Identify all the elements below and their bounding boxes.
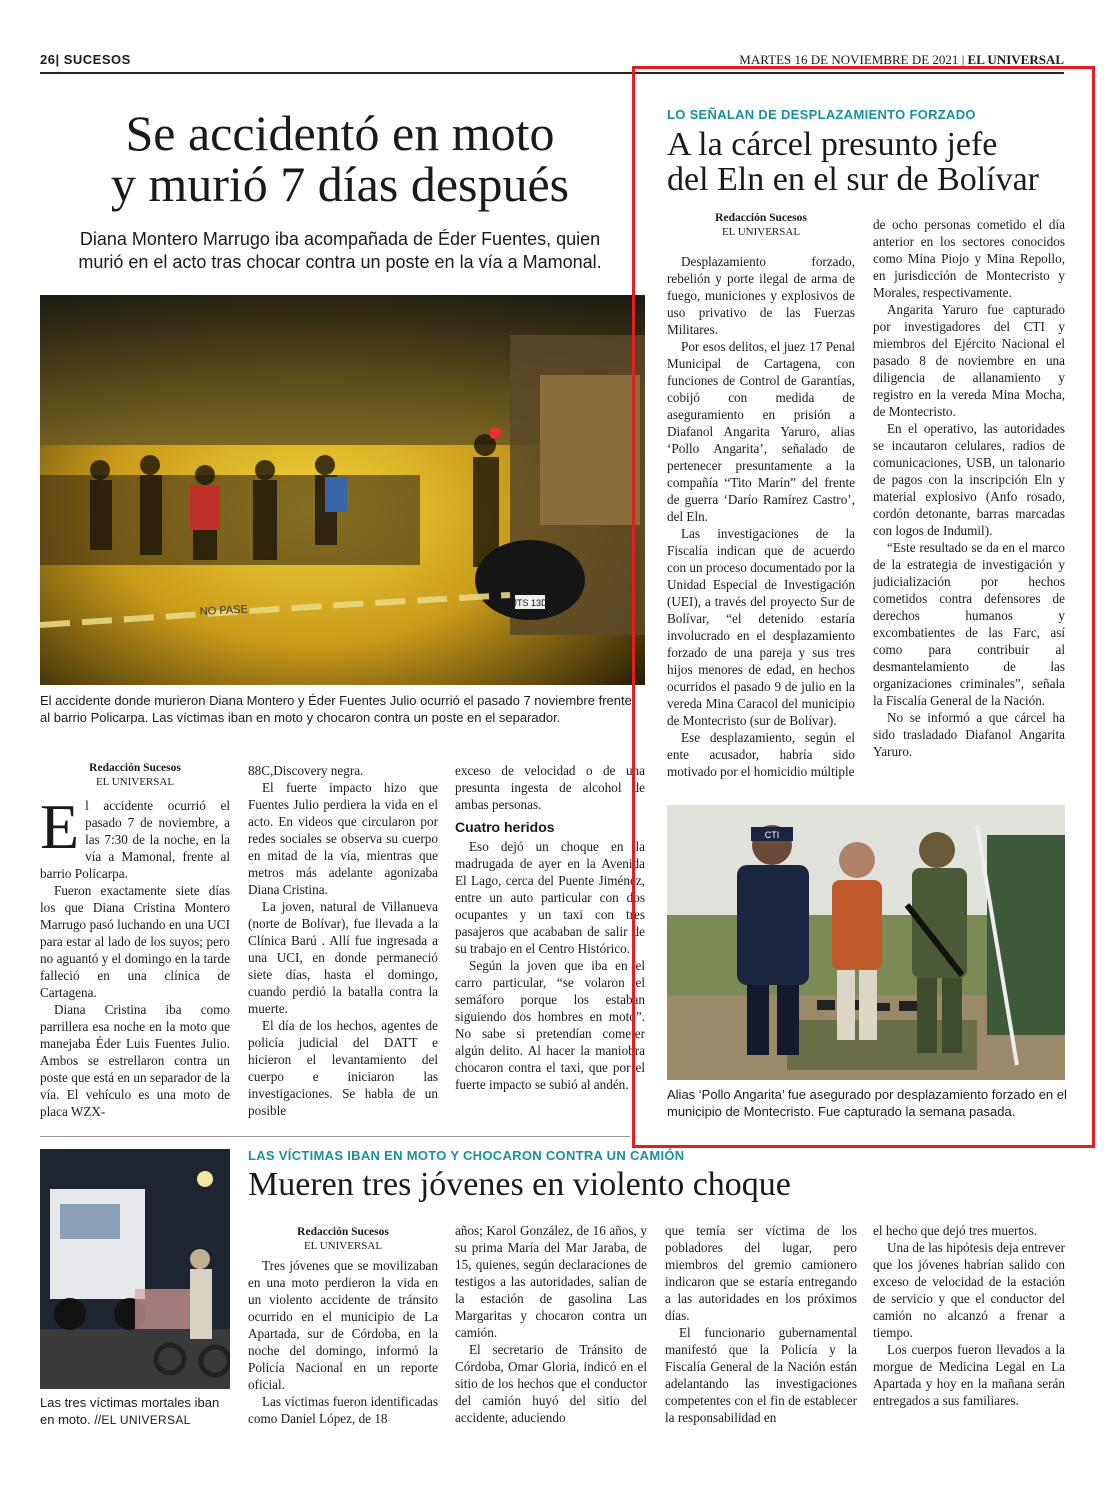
story3-byline-name: Redacción Sucesos	[297, 1226, 389, 1238]
story2-column2	[873, 216, 1065, 760]
story3-column1	[248, 1226, 438, 1427]
story1-paragraph: La joven, natural de Villanueva (norte de Bolívar), fue llevada a la Clínica Barú . Allí fue ingresada a una UCI, en donde permaneció siete días, hasta el domingo, cuando perdió la batalla contra la muerte.	[248, 899, 438, 1016]
story2-photo	[667, 805, 1065, 1080]
page-section-label: 26| SUCESOS	[40, 52, 131, 67]
story2-column1	[667, 212, 855, 780]
story2-paragraph: Por esos delitos, el juez 17 Penal Municipal de Cartagena, con funciones de Control de Garantías, cobijó con medida de aseguramiento en prisión a Diafanol Angarita Yaruro, alias ‘Pollo Angarita’, señalado de pertenecer presuntamente a la compañía “Tito Marín” del frente de guerra ‘Darío Ramírez Castro’, del Eln.	[667, 338, 855, 524]
story2-paragraph: de ocho personas cometido el día anterior en los sectores conocidos como Mina Piojo y Mina Repollo, en jurisdicción de Montecristo y Morales, respectivamente.	[873, 217, 1065, 300]
story1-column2	[248, 762, 438, 1119]
section-name: SUCESOS	[63, 52, 131, 67]
story2-headline-line2: del Eln en el sur de Bolívar	[667, 160, 1040, 198]
story3-column3	[665, 1222, 857, 1426]
page-number: 26	[40, 52, 56, 67]
story1-photo	[40, 295, 645, 685]
story1-paragraph: Diana Cristina iba como parrillera esa noche en la moto que manejaba Éder Luis Fuentes Julio. Ambos se estrellaron contra un poste que está en un separador de la vía. El vehículo es una moto de placa WZX-	[40, 1001, 230, 1119]
story1-deck-line2: murió en el acto tras chocar contra un poste en la vía a Mamonal.	[78, 252, 602, 273]
story1-byline-name: Redacción Sucesos	[89, 762, 181, 774]
accident-scene-image	[40, 295, 645, 685]
story3-paragraph: El funcionario gubernamental manifestó que la Policía y la Fiscalía General de la Nación están adelantando las investigaciones competentes con el fin de establecer la responsabilidad en	[665, 1325, 857, 1425]
story1-paragraph: Fueron exactamente siete días los que Diana Cristina Montero Marrugo pasó luchando en una UCI para estar al lado de los suyos; pero no aguantó y el domingo en la tarde falleció en una clínica de Cartagena.	[40, 882, 230, 1000]
story2-paragraph: Desplazamiento forzado, rebelión y porte ilegal de arma de fuego, municiones y explosivos de uso privativo de las Fuerzas Militares.	[667, 253, 855, 337]
story3-paragraph: Los cuerpos fueron llevados a la morgue de Medicina Legal en La Apartada y hoy en la mañana serán entregados a sus familiares.	[873, 1342, 1065, 1408]
story3-caption-credit: EL UNIVERSAL	[101, 1413, 191, 1427]
story3-column2	[455, 1222, 647, 1426]
story2-kicker: LO SEÑALAN DE DESPLAZAMIENTO FORZADO	[667, 107, 976, 122]
story3-photo	[40, 1149, 230, 1389]
license-plate-text: JTS 13D	[512, 598, 548, 608]
story1-byline	[40, 762, 230, 789]
story1-headline	[40, 105, 640, 212]
story2-headline-line1: A la cárcel presunto jefe	[667, 126, 998, 163]
capture-image	[667, 805, 1065, 1080]
tape-text: NO PASE	[199, 603, 249, 618]
story2-paragraph: En el operativo, las autoridades se incautaron celulares, radios de comunicaciones, USB, un talonario de pagos con la inscripción Eln y material explosivo (Anfo rosado, cordón detonante, barras marcadas con logos de Indumil).	[873, 421, 1065, 538]
story2-headline	[667, 128, 1067, 197]
story2-paragraph: Ese desplazamiento, según el ente acusador, habría sido motivado por el homicidio múltiple	[667, 729, 855, 779]
story2-paragraph: “Este resultado se da en el marco de la estrategia de investigación y judicialización por hechos cometidos contra defensores de derechos humanos y excombatientes de las Farc, así como para contribuir al desmantelamiento de las organizaciones criminales”, señala la Fiscalía General de la Nación.	[873, 540, 1065, 708]
page-dateline: MARTES 16 DE NOVIEMBRE DE 2021 | EL UNIVERSAL	[739, 52, 1064, 67]
story1-subhead: Cuatro heridos	[455, 819, 555, 835]
story3-paragraph: Una de las hipótesis deja entrever que los jóvenes habrían salido con exceso de velocidad de la estación de servicio y que el conductor del camión no alcanzó a frenar a tiempo.	[873, 1240, 1065, 1340]
story1-paragraph: Según la joven que iba en el carro particular, “se volaron el semáforo porque los estaban siguiendo dos hombres en moto”. No sabe si pretendían cometer algún delito. Al hacer la maniobra chocaron contra el taxi, que por el fuerte impacto se subió al andén.	[455, 958, 645, 1092]
story1-dropcap: E	[40, 790, 80, 862]
story3-paragraph: Las víctimas fueron identificadas como Daniel López, de 18	[248, 1393, 438, 1426]
section-divider	[40, 1136, 630, 1137]
story3-byline	[248, 1226, 438, 1253]
story2-byline	[667, 212, 855, 239]
story1-deck-line1: Diana Montero Marrugo iba acompañada de Éder Fuentes, quien	[79, 229, 601, 249]
story3-headline: Mueren tres jóvenes en violento choque	[248, 1166, 791, 1203]
story2-paragraph: Angarita Yaruro fue capturado por investigadores del CTI y miembros del Ejército Nacional el pasado 8 de noviembre en una diligencia de allanamiento y registro en la vereda Mina Mocha, de Montecristo.	[873, 302, 1065, 419]
story1-paragraph: El fuerte impacto hizo que Fuentes Julio perdiera la vida en el acto. En videos que circularon por redes sociales se observa su cuerpo en mitad de la vía, mientras que metros más adelante agonizaba Diana Cristina.	[248, 780, 438, 897]
story2-paragraph: No se informó a que cárcel ha sido trasladado Diafanol Angarita Yaruro.	[873, 710, 1065, 759]
story1-paragraph: El día de los hechos, agentes de policía judicial del DATT e hicieron el levantamiento del cuerpo e iniciaron las investigaciones. Se habla de un posible	[248, 1018, 438, 1118]
story3-paragraph: El secretario de Tránsito de Córdoba, Omar Gloria, indicó en el sitio de los hechos que el conductor del camión huyó del sitio del accidente, aduciendo	[455, 1342, 647, 1425]
story1-paragraph: exceso de velocidad o de una presunta ingesta de alcohol de ambas personas.	[455, 763, 645, 812]
story1-column1	[40, 762, 230, 1120]
story1-deck	[40, 228, 640, 275]
story1-column3	[455, 762, 645, 1093]
story1-headline-line1: Se accidentó en moto	[125, 105, 555, 161]
story3-byline-outlet: EL UNIVERSAL	[303, 1239, 383, 1252]
story1-byline-outlet: EL UNIVERSAL	[95, 775, 175, 788]
story2-photo-caption: Alias ‘Pollo Angarita’ fue asegurado por desplazamiento forzado en el municipio de Montecristo. Fue capturado la semana pasada.	[667, 1087, 1067, 1119]
story3-caption-text: Las tres víctimas mortales iban en moto. //	[40, 1395, 220, 1427]
story3-column4	[873, 1222, 1065, 1409]
story1-paragraph: Eso dejó un choque en la madrugada de ayer en la Avenida El Lago, cerca del Puente Jiménez, entre un auto particular con dos ocupantes y un taxi con tres pasajeros que acababan de salir de su trabajo en el Centro Histórico.	[455, 839, 645, 956]
cti-cap-label: CTI	[764, 830, 780, 840]
issue-date: MARTES 16 DE NOVIEMBRE DE 2021	[739, 52, 959, 67]
story3-paragraph: Tres jóvenes que se movilizaban en una moto perdieron la vida en un violento accidente de tránsito ocurrido en el municipio de La Apartada, sur de Córdoba, en la noche del domingo, informó la Policía Nacional en un reporte oficial.	[248, 1257, 438, 1392]
story2-paragraph: Las investigaciones de la Fiscalía indican que de acuerdo con un proceso documentado por la Unidad Especial de Investigación (UEI), a través del proyecto Sur de Bolívar, “el detenido estaría involucrado en el desplazamiento forzado de una pareja y sus tres hijos menores de edad, en hechos ocurridos el pasado 9 de julio en la vereda Mina Caracol del municipio de Montecristo (sur de Bolívar).	[667, 525, 855, 728]
story2-byline-outlet: EL UNIVERSAL	[721, 225, 801, 238]
story3-paragraph: que temía ser víctima de los pobladores del lugar, pero miembros del gremio camionero indicaron que se estaría entregando a las autoridades en los próximos días.	[665, 1223, 857, 1323]
newspaper-name: EL UNIVERSAL	[967, 52, 1064, 67]
truck-crash-image	[40, 1149, 230, 1389]
story3-paragraph: el hecho que dejó tres muertos.	[873, 1223, 1038, 1238]
story2-byline-name: Redacción Sucesos	[715, 212, 807, 224]
story1-paragraph: 88C,Discovery negra.	[248, 763, 364, 778]
story1-photo-caption: El accidente donde murieron Diana Montero y Éder Fuentes Julio ocurrió el pasado 7 noviembre frente al barrio Policarpa. Las víctimas iban en moto y chocaron contra un poste en el separador.	[40, 693, 632, 725]
story1-headline-line2: y murió 7 días después	[110, 156, 570, 212]
story1-paragraph: l accidente ocurrió el pasado 7 de noviembre, a las 7:30 de la noche, en la vía a Mamonal, frente al barrio Policarpa.	[40, 797, 230, 881]
story3-kicker: LAS VÍCTIMAS IBAN EN MOTO Y CHOCARON CONTRA UN CAMIÓN	[248, 1148, 685, 1163]
story3-photo-caption	[40, 1394, 235, 1429]
story3-paragraph: años; Karol González, de 16 años, y su prima María del Mar Jaraba, de 15, quienes, según declaraciones de testigos a las autoridades, salían de la estación de gasolina Las Margaritas y chocaron contra un camión.	[455, 1223, 647, 1340]
